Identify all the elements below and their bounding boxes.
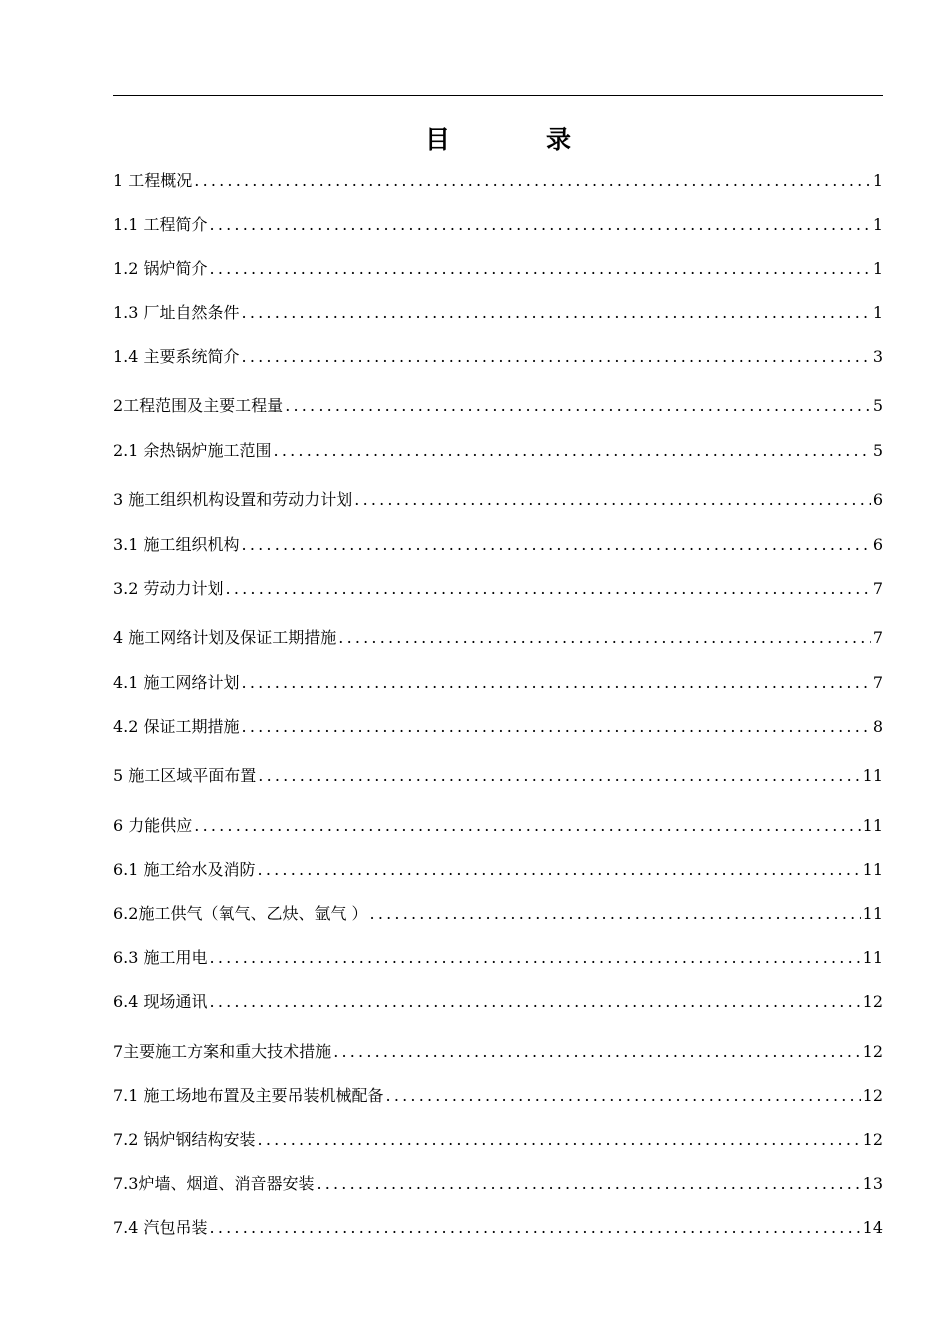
toc-entry[interactable] [113,301,883,325]
toc-leader [258,858,861,882]
toc-page-number: 13 [862,1174,883,1193]
toc-entry[interactable] [113,1172,883,1196]
toc-entry[interactable] [113,715,883,739]
toc-entry[interactable] [113,1084,883,1108]
toc-page-number: 11 [862,904,883,923]
toc-leader [258,764,860,788]
toc-entry[interactable] [113,671,883,695]
toc-leader [226,577,871,601]
toc-leader [210,213,871,237]
toc-page-number: 11 [862,766,883,785]
toc-entry[interactable] [113,1128,883,1152]
toc-leader [316,1172,860,1196]
toc-entry-label: 6 力能供应 [113,816,193,835]
toc-leader [210,946,861,970]
toc-entry-label: 6.3 施工用电 [113,948,208,967]
toc-leader [242,533,871,557]
toc-page-number: 6 [872,490,883,509]
toc-entry[interactable] [113,257,883,281]
header-rule [113,95,883,96]
toc-leader [354,488,871,512]
page-title [113,120,883,160]
toc-entry[interactable] [113,169,883,193]
toc-leader [210,257,871,281]
toc-entry-label: 7.1 施工场地布置及主要吊装机械配备 [113,1086,384,1105]
toc-page-number: 14 [862,1218,883,1237]
toc-leader [242,715,871,739]
toc-entry-label: 3.2 劳动力计划 [113,579,224,598]
toc-page-number: 5 [872,396,883,415]
toc-entry-label: 7主要施工方案和重大技术措施 [113,1042,332,1061]
toc-entry[interactable] [113,764,883,788]
toc-entry[interactable] [113,394,883,418]
toc-page-number: 12 [862,1130,883,1149]
toc-entry-label: 3.1 施工组织机构 [113,535,240,554]
toc-page-number: 12 [862,992,883,1011]
toc-entry[interactable] [113,1040,883,1064]
toc-entry[interactable] [113,439,883,463]
toc-entry-label: 1.3 厂址自然条件 [113,303,240,322]
toc-entry-label: 4.2 保证工期措施 [113,717,240,736]
toc-entry-label: 6.1 施工给水及消防 [113,860,256,879]
toc-leader [242,301,871,325]
toc-leader [210,1216,861,1240]
toc-entry-label: 2工程范围及主要工程量 [113,396,284,415]
toc-entry[interactable] [113,1216,883,1240]
toc-page-number: 1 [872,259,883,278]
toc-page-number: 8 [872,717,883,736]
toc-entry[interactable] [113,488,883,512]
toc-leader [194,814,860,838]
toc-page-number: 5 [872,441,883,460]
toc-entry[interactable] [113,577,883,601]
toc-entry-label: 1.4 主要系统简介 [113,347,240,366]
title-char-2: 录 [546,125,572,154]
toc-page-number: 7 [872,579,883,598]
toc-page-number: 11 [862,948,883,967]
toc-entry-label: 1.1 工程简介 [113,215,208,234]
toc-entry-label: 4.1 施工网络计划 [113,673,240,692]
title-char-1: 目 [424,125,450,154]
toc-entry-label: 6.4 现场通讯 [113,992,208,1011]
toc-entry-label: 7.4 汽包吊装 [113,1218,208,1237]
toc-page-number: 11 [862,816,883,835]
toc-entry-label: 3 施工组织机构设置和劳动力计划 [113,490,353,509]
toc-leader [274,439,871,463]
toc-leader [370,902,861,926]
toc-leader [194,169,871,193]
toc-entry-label: 2.1 余热锅炉施工范围 [113,441,272,460]
toc-entry[interactable] [113,626,883,650]
toc-page-number: 6 [872,535,883,554]
toc-entry[interactable] [113,990,883,1014]
toc-entry[interactable] [113,814,883,838]
toc-entry-label: 4 施工网络计划及保证工期措施 [113,628,337,647]
toc-entry-label: 1.2 锅炉简介 [113,259,208,278]
toc-entry-label: 7.3炉墙、烟道、消音器安装 [113,1174,315,1193]
toc-leader [333,1040,860,1064]
toc-page-number: 11 [862,860,883,879]
toc-leader [210,990,861,1014]
toc-entry[interactable] [113,345,883,369]
toc-leader [285,394,871,418]
toc-page-number: 7 [872,673,883,692]
toc-entry-label: 5 施工区域平面布置 [113,766,257,785]
toc-page-number: 1 [872,303,883,322]
toc-page-number: 12 [862,1042,883,1061]
toc-entry[interactable] [113,902,883,926]
toc-leader [242,345,871,369]
toc-page-number: 1 [872,171,883,190]
toc-page-number: 3 [872,347,883,366]
toc-leader [242,671,871,695]
toc-page-number: 7 [872,628,883,647]
toc-entry[interactable] [113,213,883,237]
toc-leader [386,1084,861,1108]
toc-leader [258,1128,861,1152]
toc-entry-label: 1 工程概况 [113,171,193,190]
toc-leader [338,626,871,650]
toc-entry[interactable] [113,946,883,970]
toc-entry[interactable] [113,533,883,557]
toc-page-number: 12 [862,1086,883,1105]
toc-page-number: 1 [872,215,883,234]
toc-entry-label: 7.2 锅炉钢结构安装 [113,1130,256,1149]
toc-entry-label: 6.2施工供气（氧气、乙炔、氩气 ） [113,904,368,923]
toc-entry[interactable] [113,858,883,882]
